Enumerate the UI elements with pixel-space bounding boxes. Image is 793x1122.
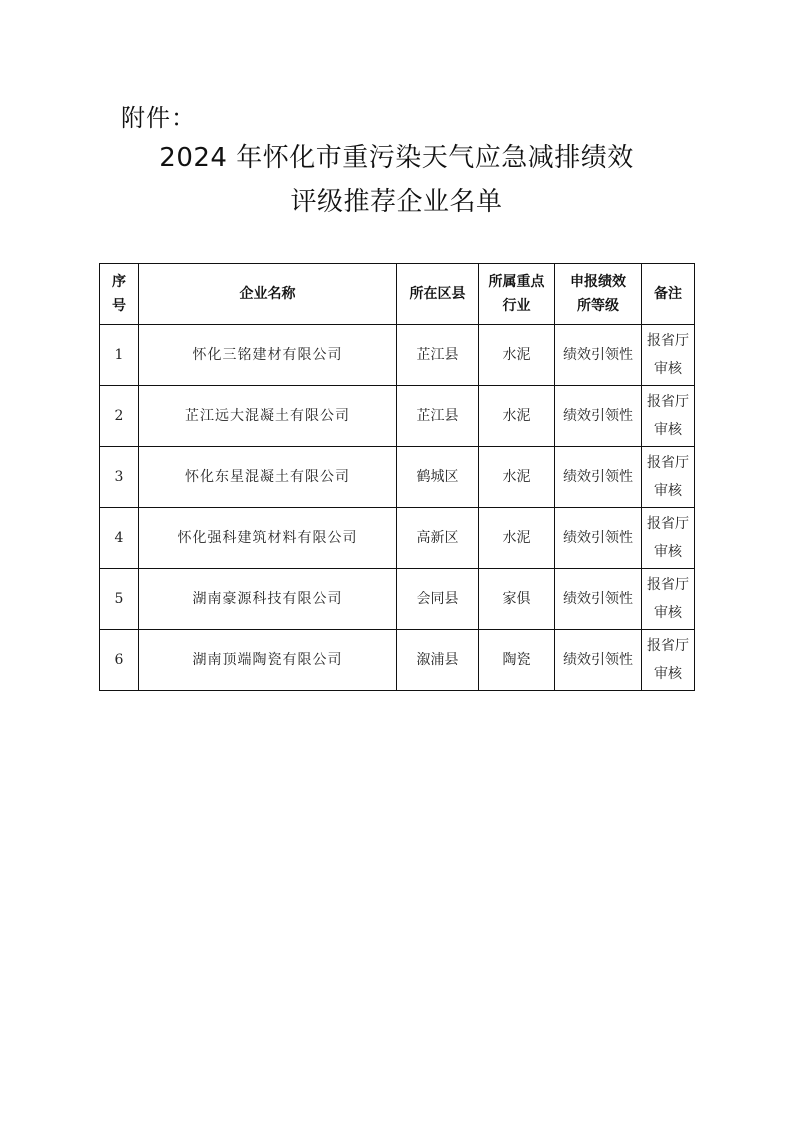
cell-seq: 4 — [100, 508, 139, 569]
cell-district: 会同县 — [397, 569, 479, 630]
cell-grade: 绩效引领性 — [555, 325, 642, 386]
table-row — [100, 508, 695, 569]
cell-company: 湖南豪源科技有限公司 — [139, 569, 397, 630]
attachment-label: 附件： — [121, 104, 196, 132]
cell-note: 报省厅审核 — [642, 508, 695, 569]
document-title-line-1: 2024 年怀化市重污染天气应急减排绩效 — [159, 143, 634, 173]
cell-grade: 绩效引领性 — [555, 386, 642, 447]
cell-seq: 1 — [100, 325, 139, 386]
cell-note: 报省厅审核 — [642, 386, 695, 447]
cell-company: 怀化三铭建材有限公司 — [139, 325, 397, 386]
document-title-line-2: 评级推荐企业名单 — [290, 187, 503, 217]
table-row — [100, 386, 695, 447]
table-row — [100, 630, 695, 691]
cell-company: 湖南顶端陶瓷有限公司 — [139, 630, 397, 691]
cell-grade: 绩效引领性 — [555, 630, 642, 691]
table-row — [100, 447, 695, 508]
cell-company: 怀化强科建筑材料有限公司 — [139, 508, 397, 569]
cell-industry: 水泥 — [479, 386, 555, 447]
cell-note: 报省厅审核 — [642, 630, 695, 691]
cell-industry: 家俱 — [479, 569, 555, 630]
cell-district: 鹤城区 — [397, 447, 479, 508]
cell-district: 溆浦县 — [397, 630, 479, 691]
cell-seq: 3 — [100, 447, 139, 508]
cell-industry: 水泥 — [479, 508, 555, 569]
cell-grade: 绩效引领性 — [555, 508, 642, 569]
table-row — [100, 325, 695, 386]
cell-company: 芷江远大混凝土有限公司 — [139, 386, 397, 447]
cell-grade: 绩效引领性 — [555, 569, 642, 630]
table-header-row — [100, 264, 695, 325]
cell-district: 芷江县 — [397, 386, 479, 447]
column-header-district: 所在区县 — [397, 264, 479, 325]
cell-district: 高新区 — [397, 508, 479, 569]
cell-grade: 绩效引领性 — [555, 447, 642, 508]
cell-company: 怀化东星混凝土有限公司 — [139, 447, 397, 508]
cell-industry: 水泥 — [479, 447, 555, 508]
cell-seq: 5 — [100, 569, 139, 630]
cell-industry: 陶瓷 — [479, 630, 555, 691]
cell-note: 报省厅审核 — [642, 569, 695, 630]
cell-note: 报省厅审核 — [642, 325, 695, 386]
enterprise-table — [99, 263, 695, 691]
cell-industry: 水泥 — [479, 325, 555, 386]
cell-seq: 2 — [100, 386, 139, 447]
column-header-company: 企业名称 — [139, 264, 397, 325]
cell-district: 芷江县 — [397, 325, 479, 386]
column-header-industry: 所属重点行业 — [479, 264, 555, 325]
table-row — [100, 569, 695, 630]
column-header-grade: 申报绩效所等级 — [555, 264, 642, 325]
cell-seq: 6 — [100, 630, 139, 691]
column-header-note: 备注 — [642, 264, 695, 325]
cell-note: 报省厅审核 — [642, 447, 695, 508]
column-header-seq: 序号 — [100, 264, 139, 325]
